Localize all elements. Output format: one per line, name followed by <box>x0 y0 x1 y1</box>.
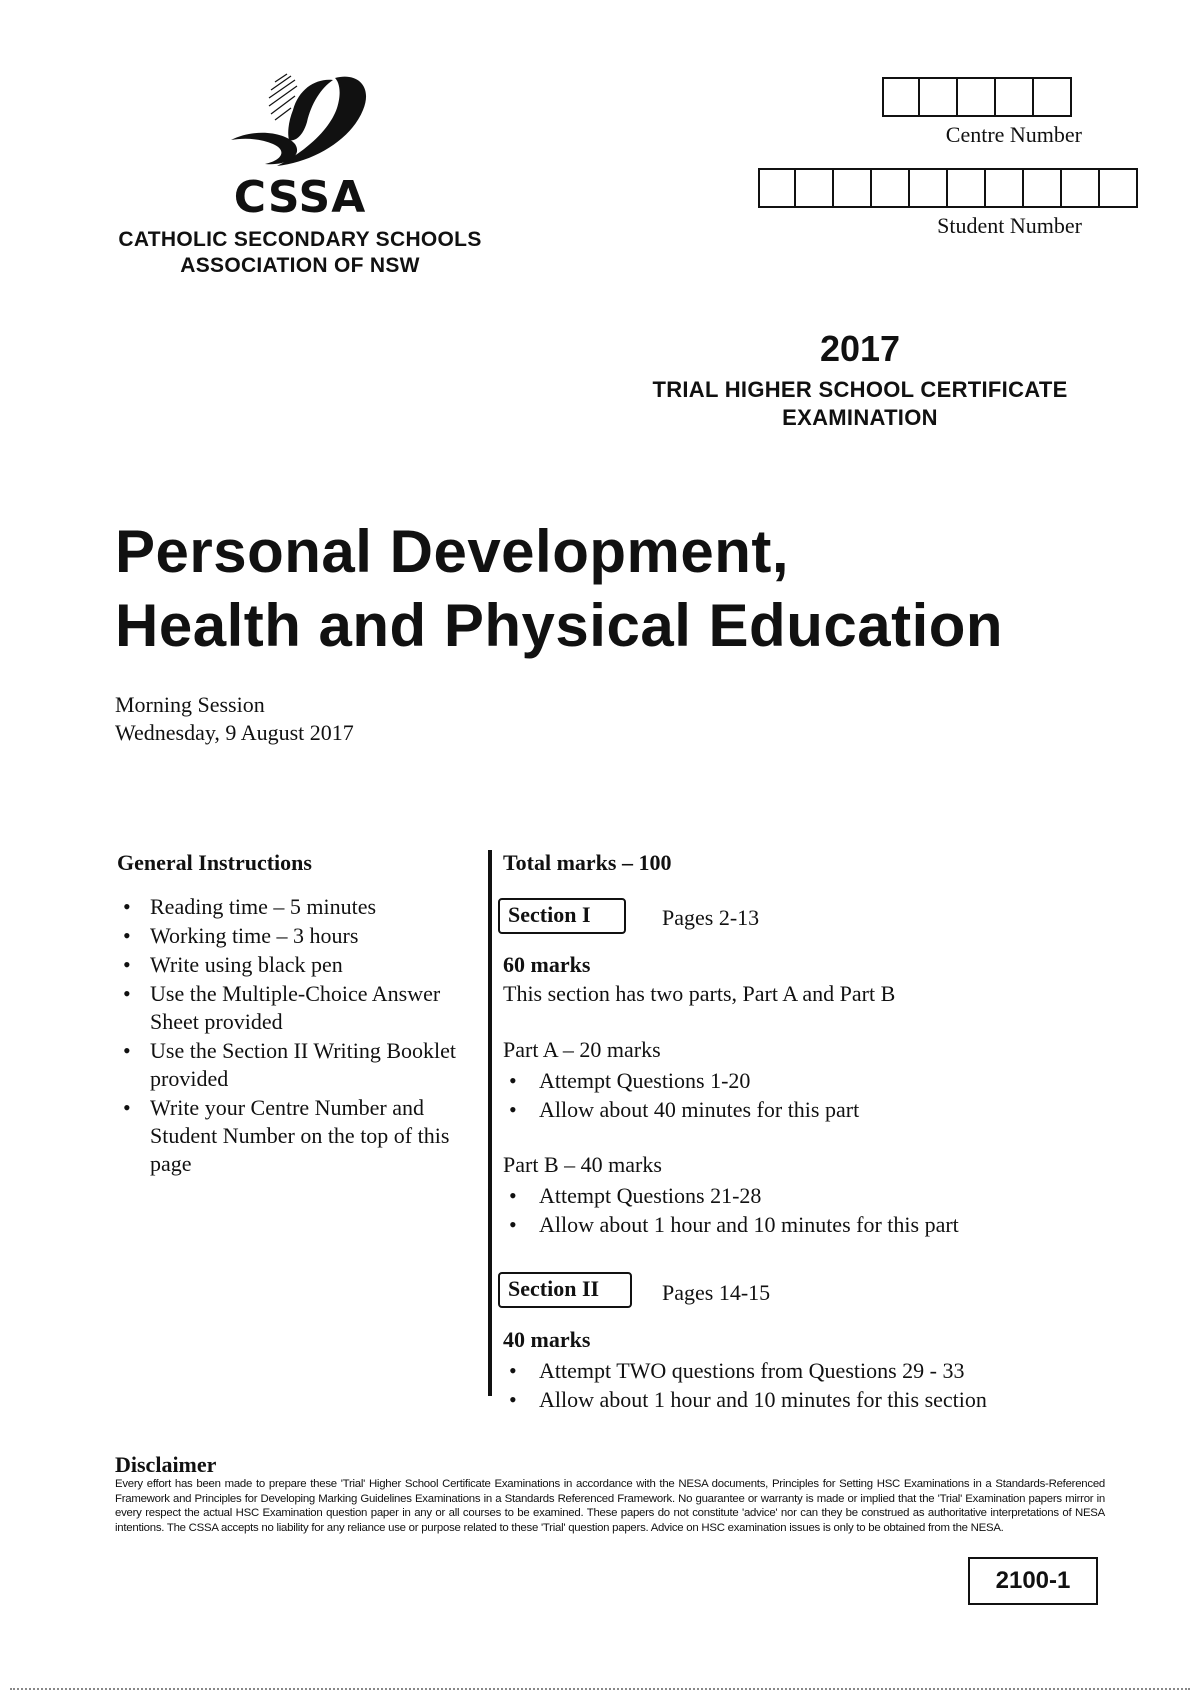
number-digit-box[interactable] <box>986 168 1024 208</box>
number-digit-box[interactable] <box>958 77 996 117</box>
part-a-item: • Allow about 40 minutes for this part <box>503 1095 859 1124</box>
exam-title-line1: TRIAL HIGHER SCHOOL CERTIFICATE <box>652 377 1068 402</box>
disclaimer-heading: Disclaimer <box>115 1452 217 1477</box>
section-2-item: • Allow about 1 hour and 10 minutes for this section <box>503 1385 987 1414</box>
subject-title-line2: Health and Physical Education <box>115 592 1004 659</box>
centre-number-boxes[interactable] <box>882 77 1072 117</box>
part-a-list <box>503 1066 859 1124</box>
section-1-label: Section I <box>498 898 626 934</box>
cssa-swirl-logo-icon <box>225 70 375 185</box>
section-1-marks: 60 marks <box>503 952 591 977</box>
number-digit-box[interactable] <box>796 168 834 208</box>
number-digit-box[interactable] <box>834 168 872 208</box>
number-digit-box[interactable] <box>910 168 948 208</box>
section-2-item: • Attempt TWO questions from Questions 29 - 33 <box>503 1356 987 1385</box>
part-b-item: • Attempt Questions 21-28 <box>503 1181 959 1210</box>
general-instructions-list <box>117 893 487 1179</box>
section-2-label: Section II <box>498 1272 632 1308</box>
student-number-label: Student Number <box>937 213 1082 238</box>
number-digit-box[interactable] <box>872 168 910 208</box>
instruction-item: • Write your Centre Number and Student Number on the top of this page <box>117 1094 487 1178</box>
number-digit-box[interactable] <box>1024 168 1062 208</box>
association-name-line2: ASSOCIATION OF NSW <box>180 254 420 277</box>
disclaimer-text: Every effort has been made to prepare these 'Trial' Higher School Certificate Examinations in accordance with the NESA documents, Principles for Setting HSC Examinations in a Standards-Referenced Framework and Principles for Developing Marking Guidelines Examinations in a Standards Referenced Framework. No guarantee or warranty is made or implied that the 'Trial' Examination papers mirror in every respect the actual HSC Examination question paper in any or all courses to be examined. These papers do not constitute 'advice' nor can they be construed as authoritative interpretations of NESA intentions. The CSSA accepts no liability for any reliance use or purpose related to these 'Trial' question papers. Advice on HSC examination issues is only to be obtained from the NESA. <box>115 1478 1105 1534</box>
centre-number-label: Centre Number <box>945 122 1082 147</box>
section-2-marks: 40 marks <box>503 1327 591 1352</box>
part-a-title: Part A – 20 marks <box>503 1037 661 1062</box>
number-digit-box[interactable] <box>1034 77 1072 117</box>
number-digit-box[interactable] <box>920 77 958 117</box>
number-digit-box[interactable] <box>948 168 986 208</box>
session-date: Wednesday, 9 August 2017 <box>115 720 354 745</box>
number-digit-box[interactable] <box>1100 168 1138 208</box>
column-divider <box>488 850 492 1396</box>
logo-abbreviation: CSSA <box>233 172 367 223</box>
instruction-item: • Reading time – 5 minutes <box>117 893 487 921</box>
instruction-item: • Working time – 3 hours <box>117 922 487 950</box>
paper-code: 2100-1 <box>968 1557 1098 1605</box>
number-digit-box[interactable] <box>758 168 796 208</box>
section-2-pages: Pages 14-15 <box>662 1280 771 1305</box>
section-1-pages: Pages 2-13 <box>662 905 760 930</box>
number-digit-box[interactable] <box>882 77 920 117</box>
number-digit-box[interactable] <box>1062 168 1100 208</box>
number-digit-box[interactable] <box>996 77 1034 117</box>
scan-edge-artifact <box>10 1688 1190 1690</box>
part-b-list <box>503 1181 959 1239</box>
exam-year: 2017 <box>819 328 901 369</box>
total-marks: Total marks – 100 <box>503 850 672 875</box>
instruction-item: • Use the Multiple-Choice Answer Sheet provided <box>117 980 487 1036</box>
part-b-title: Part B – 40 marks <box>503 1152 662 1177</box>
instruction-item: • Use the Section II Writing Booklet provided <box>117 1037 487 1093</box>
general-instructions-heading: General Instructions <box>117 850 312 875</box>
part-b-item: • Allow about 1 hour and 10 minutes for this part <box>503 1210 959 1239</box>
section-1-description: This section has two parts, Part A and Part B <box>503 981 896 1006</box>
association-name-line1: CATHOLIC SECONDARY SCHOOLS <box>118 228 482 251</box>
exam-title-line2: EXAMINATION <box>782 405 938 430</box>
instruction-item: • Write using black pen <box>117 951 487 979</box>
section-2-list <box>503 1356 987 1414</box>
part-a-item: • Attempt Questions 1-20 <box>503 1066 859 1095</box>
session-name: Morning Session <box>115 692 265 717</box>
subject-title-line1: Personal Development, <box>115 518 790 585</box>
student-number-boxes[interactable] <box>758 168 1138 208</box>
